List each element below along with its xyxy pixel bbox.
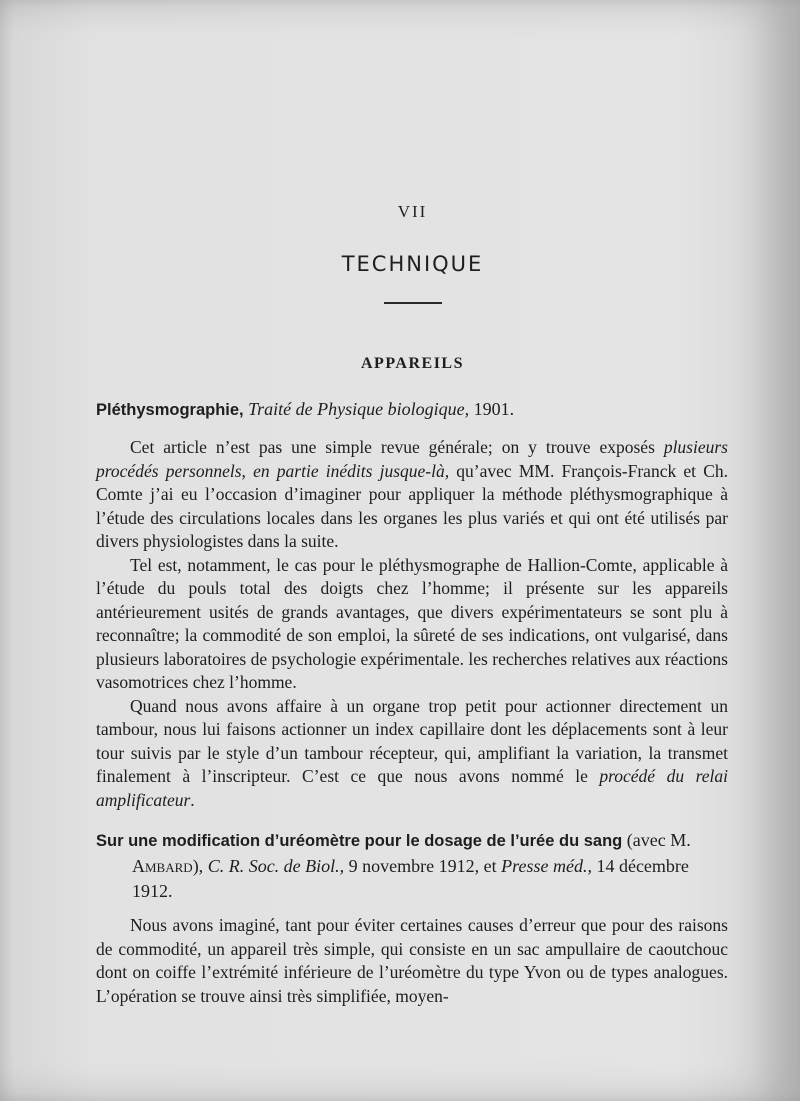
text-run: ),: [192, 856, 208, 876]
text-run: Quand nous avons affaire à un organe trop petit pour actionner directement un tambour, nous lui faisons actionner un index capillaire dont les déplacements sont à leur tour suivis par le style d’un tambour récepteur, qui, amplifiant la variation, la transmet finalement à l’inscripteur. C’est ce que nous avons nommé le: [96, 695, 728, 786]
text-run: (avec M.: [622, 830, 691, 850]
text-run: .: [190, 789, 195, 810]
italic-run: procédé du relai amplificateur: [96, 766, 728, 810]
entry-title: Sur une modification d’uréomètre pour le dosage de l’urée du sang: [96, 832, 623, 850]
entry-source: C. R. Soc. de Biol.,: [207, 856, 345, 876]
italic-run: plusieurs procédés personnels: [96, 437, 728, 481]
chapter-number: VII: [397, 202, 428, 221]
paragraph-4: Nous avons imaginé, tant pour éviter certaines causes d’erreur que pour des raisons de commodité, un appareil très simple, qui consiste en un sac ampullaire de caoutchouc dont on coiffe l’extrémité inférieure de l’uréomètre du type Yvon ou de types analogues. L’opération se trouve ainsi très simplifiée, moyen-: [96, 915, 728, 1006]
body-paragraphs-2: [96, 914, 728, 1008]
body-paragraphs-1: [96, 436, 728, 812]
text-run: ,: [241, 460, 254, 481]
paragraph-2: Tel est, notamment, le cas pour le pléthysmographe de Hallion-Comte, applicable à l’étude du pouls total des doigts chez l’homme; il présente sur les appareils antérieurement usités de grands avantages, que divers expérimentateurs se sont plu à reconnaître; la commodité de son emploi, la sûreté de ses indications, ont vulgarisé, dans plusieurs laboratoires de psychologie expérimentale. les recherches relatives aux réactions vasomotrices chez l’homme.: [96, 554, 728, 692]
entry-year: 1901.: [473, 399, 515, 419]
text-run: Cet article n’est pas une simple revue générale; on y trouve exposés: [130, 437, 664, 457]
italic-run: en partie inédits jusque-là,: [253, 460, 450, 481]
section-title: APPAREILS: [361, 355, 464, 372]
entry-source: Traité de Physique biologique,: [248, 399, 470, 419]
paragraph-1: [96, 436, 728, 554]
text-run: 9 novembre 1912, et: [344, 856, 502, 876]
title-divider: [384, 302, 442, 304]
entry-source: Presse méd.,: [501, 856, 592, 876]
entry-title: Pléthysmographie,: [96, 401, 244, 419]
chapter-title: TECHNIQUE: [341, 252, 484, 276]
entry-plethysmographie: [96, 397, 730, 423]
author-name: Ambard: [132, 856, 193, 876]
entry-ureometre: [96, 828, 730, 904]
text-run: 14 décembre 1912.: [132, 856, 689, 901]
text-run: qu’avec MM. François-Franck et Ch. Comte j’ai eu l’occasion d’imaginer pour appliquer la méthode pléthysmographique à l’étude des circulations locales dans les organes les plus variés et qui ont été utilisés par divers physiologistes dans la suite.: [96, 460, 728, 551]
paragraph-3: [96, 695, 728, 813]
